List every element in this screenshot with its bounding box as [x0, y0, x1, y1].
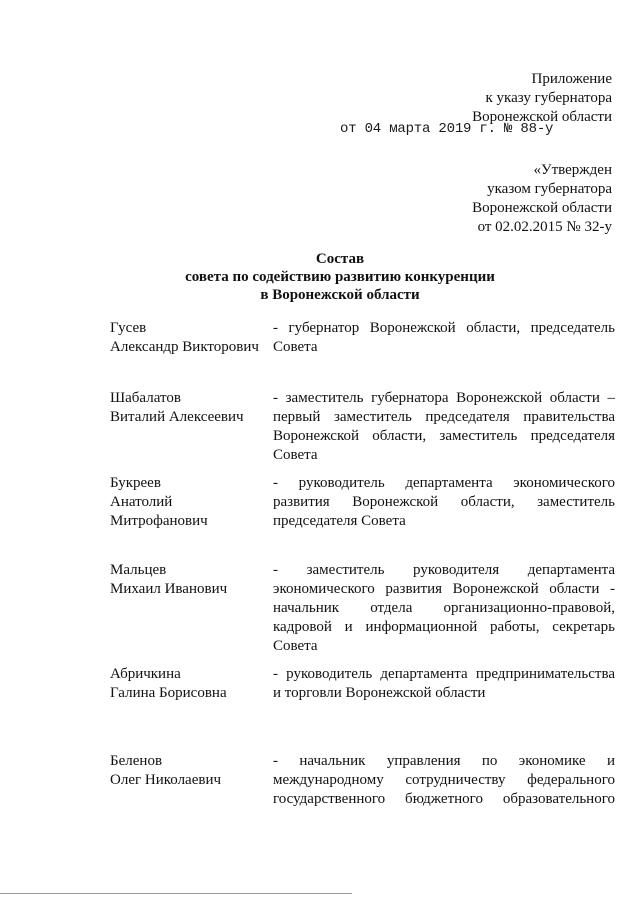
- member-name: [110, 752, 270, 790]
- member-given-names: Анатолий: [110, 494, 173, 510]
- member-role: [273, 319, 615, 357]
- approved-line: от 02.02.2015 № 32-у: [477, 219, 612, 235]
- member-name: [110, 665, 270, 703]
- member-surname: Шабалатов: [110, 390, 181, 406]
- role-line: - руководитель департамента предпринимательства: [273, 666, 615, 682]
- role-line: Совета: [273, 339, 318, 355]
- order-date-stamp: от 04 марта 2019 г. № 88-у: [340, 121, 554, 137]
- appendix-line: Воронежской области: [472, 109, 612, 125]
- title-line: Состав: [315, 251, 365, 267]
- member-surname: Абричкина: [110, 666, 181, 682]
- appendix-line: к указу губернатора: [485, 90, 612, 106]
- role-line: Воронежской области, заместитель председателя: [273, 428, 615, 444]
- role-line: - руководитель департамента экономического: [273, 475, 615, 491]
- role-line: и торговли Воронежской области: [273, 685, 486, 701]
- appendix-header: [472, 70, 612, 127]
- member-surname: Букреев: [110, 475, 161, 491]
- role-line: председателя Совета: [273, 513, 406, 529]
- member-role: [273, 665, 615, 703]
- role-line: начальник отдела организационно-правовой,: [273, 600, 615, 616]
- role-line: - заместитель губернатора Воронежской области –: [273, 390, 615, 406]
- member-name: [110, 389, 270, 427]
- page-bottom-rule: [0, 893, 352, 894]
- member-surname: Беленов: [110, 753, 163, 769]
- document-title: [60, 250, 620, 304]
- approved-line: «Утвержден: [533, 162, 612, 178]
- member-name: [110, 561, 270, 599]
- member-given-names: Галина Борисовна: [110, 685, 227, 701]
- member-name: [110, 319, 270, 357]
- member-given-names: Михаил Иванович: [110, 581, 228, 597]
- role-line: - губернатор Воронежской области, председатель: [273, 320, 615, 336]
- appendix-line: Приложение: [531, 71, 612, 87]
- member-role: [273, 561, 615, 656]
- role-line: - начальник управления по экономике и: [273, 753, 615, 769]
- approved-line: указом губернатора: [487, 181, 612, 197]
- member-name: [110, 474, 270, 531]
- role-line: экономического развития Воронежской области -: [273, 581, 615, 597]
- member-role: [273, 389, 615, 465]
- title-line: в Воронежской области: [260, 287, 420, 303]
- approved-line: Воронежской области: [472, 200, 612, 216]
- role-line: первый заместитель председателя правительства: [273, 409, 615, 425]
- member-surname: Мальцев: [110, 562, 167, 578]
- role-line: кадровой и информационной работы, секретарь: [273, 619, 615, 635]
- approved-header: [472, 161, 612, 237]
- role-line: государственного бюджетного образовательного: [273, 791, 615, 807]
- role-line: развития Воронежской области, заместитель: [273, 494, 615, 510]
- role-line: Совета: [273, 447, 318, 463]
- member-patronymic: Митрофанович: [110, 513, 208, 529]
- member-given-names: Александр Викторович: [110, 339, 259, 355]
- member-role: [273, 752, 615, 809]
- role-line: международному сотрудничеству федерального: [273, 772, 615, 788]
- member-given-names: Виталий Алексеевич: [110, 409, 244, 425]
- title-line: совета по содействию развитию конкуренции: [185, 269, 495, 285]
- member-surname: Гусев: [110, 320, 147, 336]
- member-given-names: Олег Николаевич: [110, 772, 222, 788]
- role-line: - заместитель руководителя департамента: [273, 562, 615, 578]
- member-role: [273, 474, 615, 531]
- role-line: Совета: [273, 638, 318, 654]
